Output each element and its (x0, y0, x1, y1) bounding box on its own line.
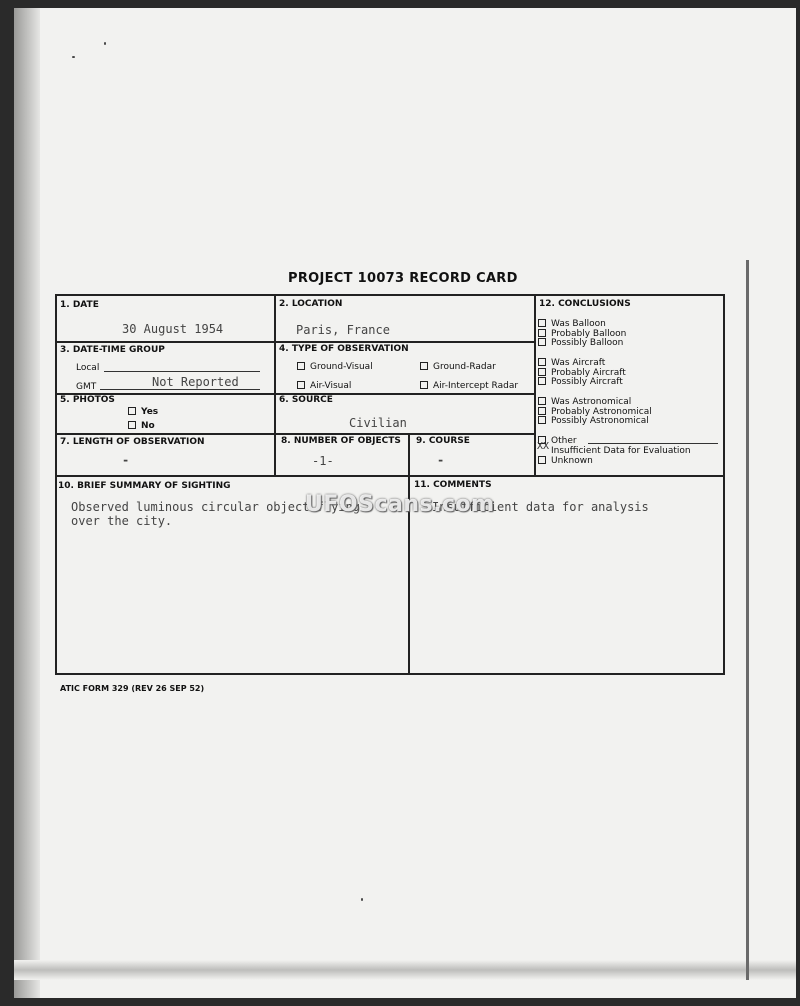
photos-option-no[interactable]: No (128, 421, 155, 431)
conclusion-probably-aircraft[interactable]: Probably Aircraft (538, 368, 626, 378)
conclusion-probably-astronomical[interactable]: Probably Astronomical (538, 407, 652, 417)
checkbox[interactable] (297, 362, 305, 370)
checkbox[interactable] (538, 338, 546, 346)
checkbox[interactable] (297, 381, 305, 389)
col-divider (274, 294, 276, 475)
speck (104, 42, 106, 45)
conclusion-unknown[interactable]: Unknown (538, 456, 593, 466)
conclusion-possibly-aircraft[interactable]: Possibly Aircraft (538, 377, 623, 387)
col-divider (534, 294, 536, 475)
checkbox[interactable] (420, 381, 428, 389)
photos-option-yes[interactable]: Yes (128, 407, 158, 417)
checkbox[interactable] (538, 377, 546, 385)
conclusion-was-astronomical[interactable]: Was Astronomical (538, 397, 631, 407)
comments-value: Insufficient data for analysis (432, 500, 649, 514)
form-number: ATIC FORM 329 (REV 26 SEP 52) (60, 684, 205, 693)
speck (361, 898, 363, 901)
col-divider (408, 433, 410, 675)
source-value: Civilian (349, 416, 407, 430)
brief-summary-line-2: over the city. (71, 514, 173, 528)
length-of-observation-label: 7. LENGTH OF OBSERVATION (60, 437, 205, 447)
source-label: 6. SOURCE (279, 395, 333, 405)
local-line (104, 371, 260, 372)
checkbox[interactable] (538, 407, 546, 415)
course-label: 9. COURSE (416, 436, 470, 446)
row-divider (55, 433, 535, 435)
conclusion-possibly-balloon[interactable]: Possibly Balloon (538, 338, 623, 348)
type-of-observation-label: 4. TYPE OF OBSERVATION (279, 344, 409, 354)
length-of-observation-value: - (122, 453, 130, 467)
conclusion-was-balloon[interactable]: Was Balloon (538, 319, 606, 329)
checkbox[interactable] (420, 362, 428, 370)
paper-shadow-left (14, 8, 40, 998)
location-label: 2. LOCATION (279, 299, 343, 309)
gmt-value: Not Reported (152, 375, 239, 389)
conclusion-was-aircraft[interactable]: Was Aircraft (538, 358, 605, 368)
option-air-intercept-radar[interactable]: Air-Intercept Radar (420, 381, 518, 391)
comments-label: 11. COMMENTS (414, 480, 492, 490)
date-time-group-label: 3. DATE-TIME GROUP (60, 345, 165, 355)
paper-shadow-bottom (14, 960, 796, 980)
watermark: UFOScans.com (305, 492, 495, 517)
option-air-visual[interactable]: Air-Visual (297, 381, 351, 391)
conclusion-insufficient-data[interactable]: Insufficient Data for Evaluation (538, 446, 691, 456)
speck (72, 56, 75, 58)
local-label: Local (76, 363, 100, 373)
checkbox[interactable] (538, 358, 546, 366)
gmt-label: GMT (76, 382, 97, 392)
date-label: 1. DATE (60, 300, 99, 310)
checkbox[interactable] (538, 416, 546, 424)
gmt-line (100, 389, 260, 390)
other-line (588, 443, 718, 444)
conclusion-possibly-astronomical[interactable]: Possibly Astronomical (538, 416, 649, 426)
row-divider (55, 341, 535, 343)
number-of-objects-value: -1- (312, 454, 334, 468)
brief-summary-line-1: Observed luminous circular object flying (71, 500, 360, 514)
checkbox[interactable] (538, 397, 546, 405)
conclusion-other[interactable]: Other (538, 436, 577, 446)
checkbox[interactable] (538, 329, 546, 337)
conclusions-label: 12. CONCLUSIONS (539, 299, 631, 309)
checkbox[interactable] (128, 421, 136, 429)
option-ground-visual[interactable]: Ground-Visual (297, 362, 373, 372)
number-of-objects-label: 8. NUMBER OF OBJECTS (281, 436, 401, 446)
date-value: 30 August 1954 (122, 322, 224, 336)
checkbox[interactable] (538, 368, 546, 376)
brief-summary-label: 10. BRIEF SUMMARY OF SIGHTING (58, 481, 231, 491)
insufficient-data-checkmark: XX (537, 441, 550, 452)
checkbox[interactable] (538, 319, 546, 327)
row-divider (55, 475, 725, 477)
checkbox[interactable] (128, 407, 136, 415)
location-value: Paris, France (296, 323, 390, 337)
option-ground-radar[interactable]: Ground-Radar (420, 362, 496, 372)
page-edge-line (746, 260, 749, 980)
card-title: PROJECT 10073 RECORD CARD (288, 271, 518, 286)
photos-label: 5. PHOTOS (60, 395, 115, 405)
conclusion-probably-balloon[interactable]: Probably Balloon (538, 329, 626, 339)
course-value: - (437, 453, 445, 467)
checkbox[interactable] (538, 456, 546, 464)
